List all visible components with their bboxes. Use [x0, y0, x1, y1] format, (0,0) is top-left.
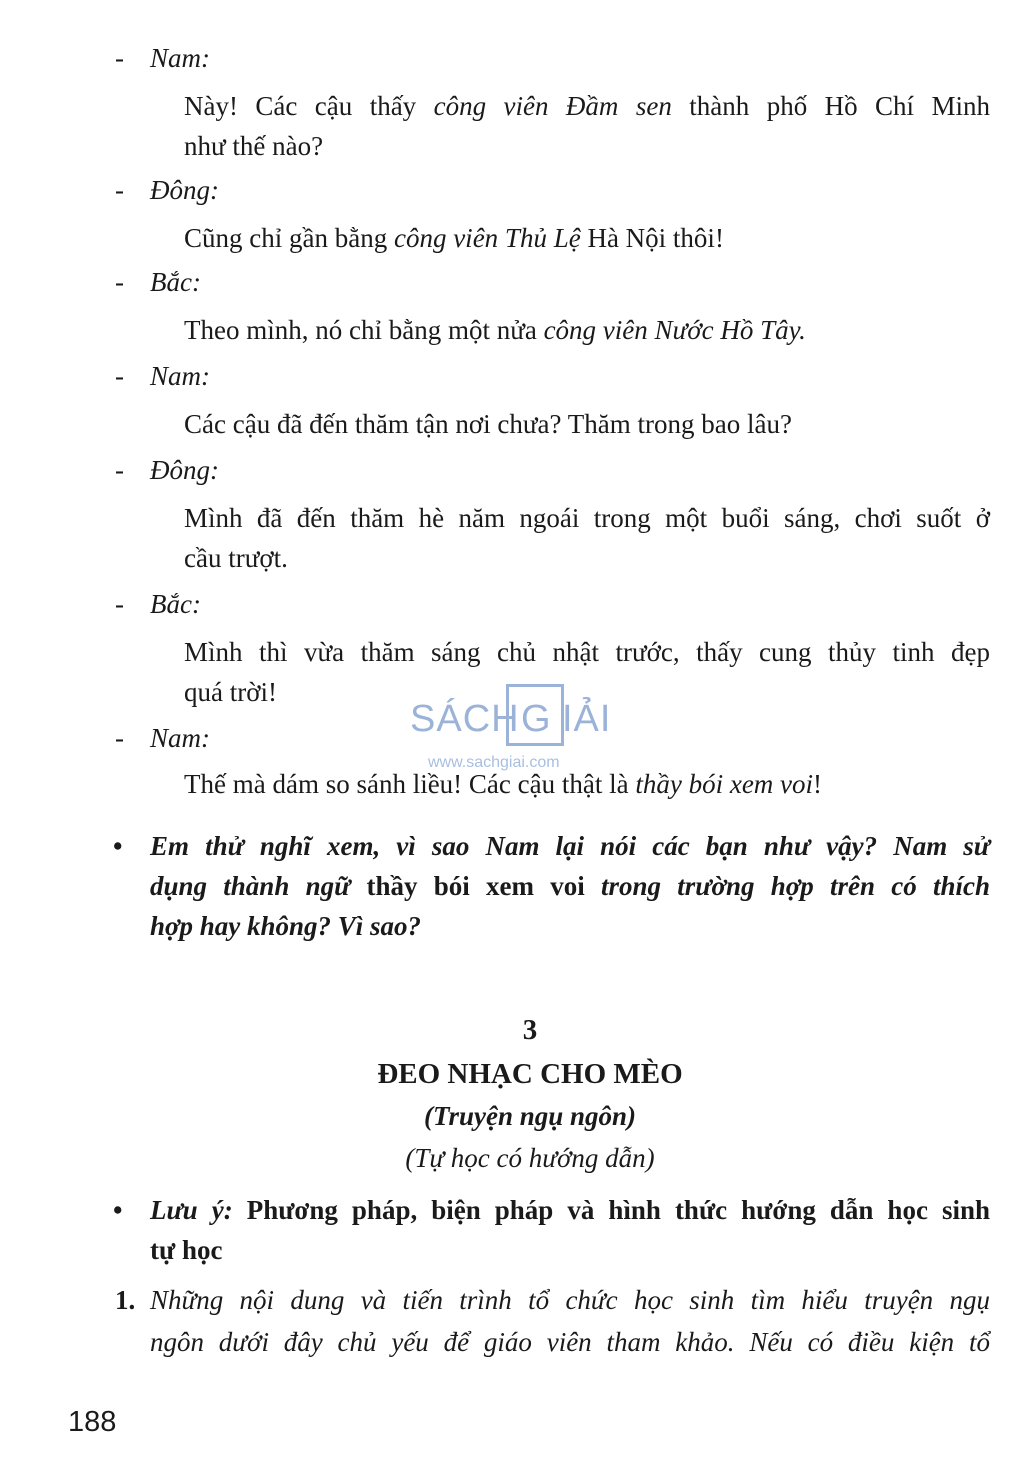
question-line — [150, 868, 990, 904]
text-run: Em thử nghĩ xem, vì sao Nam lại nói các bạn như vậy? Nam sử — [150, 831, 990, 861]
text-run: Những nội dung và tiến trình tổ chức học sinh tìm hiểu truyện ngụ — [150, 1285, 990, 1315]
text-run: tự học — [150, 1235, 223, 1265]
text-run: ! — [813, 769, 823, 799]
text-run: Mình thì vừa thăm sáng chủ nhật trước, thấy cung thủy tinh đẹp — [184, 637, 990, 667]
dash-marker: - — [115, 361, 124, 391]
list-marker: 1. — [115, 1285, 136, 1315]
text-run: Các cậu đã đến thăm tận nơi chưa? Thăm trong bao lâu? — [184, 409, 792, 439]
note-line — [150, 1192, 990, 1228]
dialogue-line — [184, 406, 792, 442]
watermark-text-mid: G — [521, 698, 552, 740]
speaker-name: Đông: — [150, 175, 219, 205]
text-run: thành phố Hồ Chí Minh — [671, 91, 990, 121]
section-title: ĐEO NHẠC CHO MÈO — [377, 1058, 683, 1090]
text-run: Lưu ý: — [150, 1195, 233, 1225]
text-run: Này! Các cậu thấy — [184, 91, 434, 121]
text-run: Cũng chỉ gần bằng — [184, 223, 394, 253]
dialogue-line — [184, 220, 724, 256]
watermark-text-right: IẢI — [562, 698, 612, 740]
watermark-text-left: SÁCH — [410, 698, 520, 740]
dash-marker: - — [115, 589, 124, 619]
text-run: cầu trượt. — [184, 543, 288, 573]
dialogue-line — [184, 634, 990, 670]
text-run: thầy bói xem voi — [635, 769, 814, 799]
text-run: Hà Nội thôi! — [580, 223, 724, 253]
watermark-logo — [410, 684, 620, 774]
speaker-name: Bắc: — [150, 589, 201, 619]
speaker-name: Nam: — [150, 361, 210, 391]
note-line — [150, 1232, 222, 1268]
text-run: công viên Thủ Lệ — [393, 223, 581, 253]
speaker-name: Nam: — [150, 723, 210, 753]
text-run: dụng thành ngữ — [150, 871, 367, 901]
text-run: hợp hay không? Vì sao? — [150, 911, 422, 941]
text-run: Thế mà dám so sánh liều! Các cậu thật là — [184, 769, 636, 799]
text-run: công viên Đầm sen — [433, 91, 672, 121]
text-run: Mình đã đến thăm hè năm ngoái trong một buổi sáng, chơi suốt ở — [184, 503, 990, 533]
watermark-url: www.sachgiai.com — [428, 754, 560, 771]
text-run: công viên Nước Hồ Tây. — [543, 315, 806, 345]
dialogue-line — [184, 312, 806, 348]
item-line — [150, 1324, 990, 1360]
dialogue-line — [184, 128, 323, 164]
dialogue-line — [184, 500, 990, 536]
section-mode: (Tự học có hướng dẫn) — [405, 1143, 655, 1173]
question-line — [150, 908, 421, 944]
dash-marker: - — [115, 267, 124, 297]
dash-marker: - — [115, 43, 124, 73]
text-run: quá trời! — [184, 677, 277, 707]
dialogue-line — [184, 674, 277, 710]
speaker-name: Bắc: — [150, 267, 201, 297]
dash-marker: - — [115, 455, 124, 485]
dash-marker: - — [115, 175, 124, 205]
list-marker: • — [113, 831, 123, 861]
text-run: thầy bói xem voi — [366, 871, 585, 901]
list-marker: • — [113, 1195, 123, 1225]
speaker-name: Nam: — [150, 43, 210, 73]
dash-marker: - — [115, 723, 124, 753]
speaker-name: Đông: — [150, 455, 219, 485]
text-run: ngôn dưới đây chủ yếu để giáo viên tham khảo. Nếu có điều kiện tổ — [150, 1327, 990, 1357]
section-number: 3 — [522, 1014, 538, 1046]
dialogue-line — [184, 88, 990, 124]
text-run: như thế nào? — [184, 131, 324, 161]
question-line — [150, 828, 990, 864]
text-run: Phương pháp, biện pháp và hình thức hướng dẫn học sinh — [232, 1195, 990, 1225]
item-line — [150, 1282, 990, 1318]
page-number: 188 — [68, 1406, 117, 1438]
section-genre: (Truyện ngụ ngôn) — [423, 1101, 637, 1131]
text-run: trong trường hợp trên có thích — [584, 871, 990, 901]
text-run: Theo mình, nó chỉ bằng một nửa — [184, 315, 544, 345]
dialogue-line — [184, 540, 288, 576]
